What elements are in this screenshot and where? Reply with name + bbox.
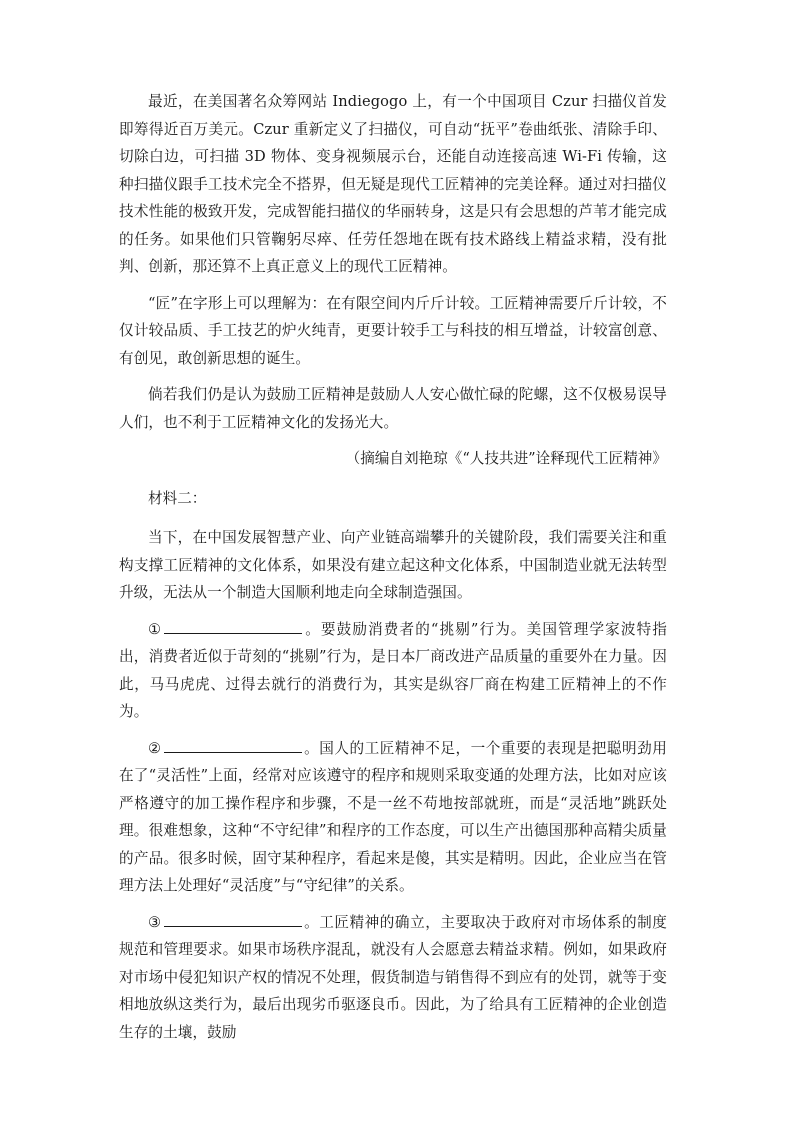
item-1-marker: ① — [148, 620, 163, 638]
item-2-blank — [164, 738, 302, 753]
source-citation: （摘编自刘艳琼《“人技共进”诠释现代工匠精神》 — [345, 450, 667, 467]
material-two-paragraph-1: 当下，在中国发展智慧产业、向产业链高端攀升的关键阶段，我们需要关注和重构支撑工匠精神的文化体系，如果没有建立起这种文化体系，中国制造业就无法转型升级，无法从一个制造大国顺利地走向全球制造强国。 — [119, 529, 667, 601]
item-2-text: 。国人的工匠精神不足，一个重要的表现是把聪明劲用在了“灵活性”上面，经常对应该遵守的程序和规则采取变通的处理方法，比如对应该严格遵守的加工操作程序和步骤，不是一丝不苟地按部就班，而是“灵活地”跳跃处理。很难想象，这种“不守纪律”和程序的工作态度，可以生产出德国那种高精尖质量的产品。很多时候，固守某种程序，看起来是傻，其实是精明。因此，企业应当在管理方法上处理好“灵活度”与“守纪律”的关系。 — [119, 739, 668, 894]
item-3-marker: ③ — [148, 913, 162, 931]
material-two-item-3 — [119, 909, 667, 1047]
material-one-paragraph-1: 最近，在美国著名众筹网站 Indiegogo 上，有一个中国项目 Czur 扫描仪首发即筹得近百万美元。Czur 重新定义了扫描仪，可自动“抚平”卷曲纸张、清除手印、切除白边，可扫描 3D 物体、变身视频展示台，还能自动连接高速 Wi-Fi 传输，这种扫描仪跟手工技术完全不搭界，但无疑是现代工匠精神的完美诠释。通过对扫描仪技术性能的极致开发，完成智能扫描仪的华丽转身，这是只有会思想的芦苇才能完成的任务。如果他们只管鞠躬尽瘁、任劳任怨地在既有技术路线上精益求精，没有批判、创新，那还算不上真正意义上的现代工匠精神。 — [119, 93, 667, 275]
item-3-blank — [164, 912, 302, 927]
material-two-heading: 材料二： — [148, 489, 207, 507]
item-2-marker: ② — [148, 739, 162, 757]
material-two-item-1 — [119, 616, 667, 726]
document-page — [119, 88, 667, 1055]
item-3-text: 。工匠精神的确立，主要取决于政府对市场体系的制度规范和管理要求。如果市场秩序混乱，就没有人会愿意去精益求精。例如，如果政府对市场中侵犯知识产权的情况不处理，假货制造与销售得不到应有的处罚，就等于变相地放纵这类行为，最后出现劣币驱逐良币。因此，为了给具有工匠精神的企业创造生存的土壤，鼓励 — [119, 913, 668, 1041]
item-1-blank — [164, 619, 302, 634]
material-one-paragraph-2: “匠”在字形上可以理解为：在有限空间内斤斤计较。工匠精神需要斤斤计较，不仅计较品质、手工技艺的炉火纯青，更要计较手工与科技的相互增益，计较富创意、有创见，敢创新思想的诞生。 — [119, 294, 667, 367]
item-1-text: 。要鼓励消费者的“挑剔”行为。美国管理学家波特指出，消费者近似于苛刻的“挑剔”行为，是日本厂商改进产品质量的重要外在力量。因此，马马虎虎、过得去就行的消费行为，其实是纵容厂商在构建工匠精神上的不作为。 — [119, 620, 667, 720]
material-two-item-2 — [119, 735, 667, 900]
material-one-paragraph-3: 倘若我们仍是认为鼓励工匠精神是鼓励人人安心做忙碌的陀螺，这不仅极易误导人们，也不利于工匠精神文化的发扬光大。 — [119, 386, 667, 431]
